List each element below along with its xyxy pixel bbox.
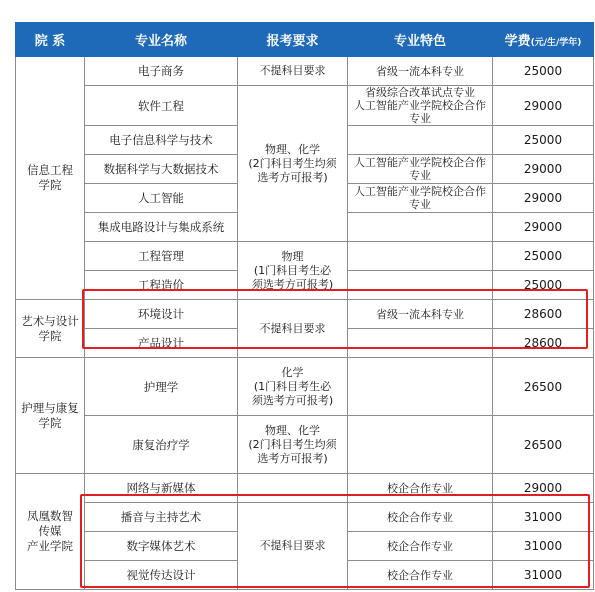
major-cell: 人工智能 — [85, 184, 238, 213]
feature-cell — [348, 126, 493, 155]
feature-cell: 校企合作专业 — [348, 503, 493, 532]
feature-cell: 省级综合改革试点专业 人工智能产业学院校企合作专业 — [348, 86, 493, 126]
fee-cell: 25000 — [493, 126, 594, 155]
table-row — [16, 358, 594, 416]
major-cell: 工程造价 — [85, 271, 238, 300]
major-cell: 数据科学与大数据技术 — [85, 155, 238, 184]
major-cell: 软件工程 — [85, 86, 238, 126]
requirement-cell: 物理 (1门科目考生必 须选考方可报考) — [238, 242, 348, 300]
major-cell: 视觉传达设计 — [85, 561, 238, 590]
header-major: 专业名称 — [85, 23, 238, 57]
header-dept: 院 系 — [16, 23, 85, 57]
feature-cell: 校企合作专业 — [348, 474, 493, 503]
feature-cell: 人工智能产业学院校企合作专业 — [348, 184, 493, 213]
feature-cell: 人工智能产业学院校企合作专业 — [348, 155, 493, 184]
fee-cell: 29000 — [493, 474, 594, 503]
fee-cell: 26500 — [493, 416, 594, 474]
header-feature: 专业特色 — [348, 23, 493, 57]
fee-cell: 29000 — [493, 184, 594, 213]
fee-cell: 28600 — [493, 300, 594, 329]
requirement-cell — [238, 474, 348, 503]
feature-cell: 校企合作专业 — [348, 532, 493, 561]
header-fee — [493, 23, 594, 57]
major-cell: 电子商务 — [85, 57, 238, 86]
fee-cell: 31000 — [493, 532, 594, 561]
table-row — [16, 86, 594, 126]
fee-cell: 31000 — [493, 503, 594, 532]
table-row — [16, 474, 594, 503]
header-fee-label: 学费 — [504, 34, 531, 49]
feature-cell: 校企合作专业 — [348, 561, 493, 590]
fee-cell: 31000 — [493, 561, 594, 590]
fee-cell: 29000 — [493, 155, 594, 184]
feature-cell — [348, 242, 493, 271]
table-row — [16, 57, 594, 86]
major-cell: 网络与新媒体 — [85, 474, 238, 503]
fee-cell: 29000 — [493, 213, 594, 242]
feature-cell — [348, 416, 493, 474]
table-header-row — [16, 23, 594, 57]
major-cell: 电子信息科学与技术 — [85, 126, 238, 155]
fee-cell: 25000 — [493, 242, 594, 271]
header-fee-unit: (元/生/学年) — [530, 38, 582, 48]
table-row — [16, 503, 594, 532]
major-cell: 护理学 — [85, 358, 238, 416]
tuition-table — [15, 22, 594, 590]
major-cell: 播音与主持艺术 — [85, 503, 238, 532]
major-cell: 工程管理 — [85, 242, 238, 271]
major-cell: 集成电路设计与集成系统 — [85, 213, 238, 242]
dept-cell: 凤凰数智 传媒 产业学院 — [16, 474, 85, 590]
fee-cell: 28600 — [493, 329, 594, 358]
major-cell: 数字媒体艺术 — [85, 532, 238, 561]
header-requirement: 报考要求 — [238, 23, 348, 57]
table-row — [16, 416, 594, 474]
feature-cell: 省级一流本科专业 — [348, 57, 493, 86]
major-cell: 康复治疗学 — [85, 416, 238, 474]
table-row — [16, 242, 594, 271]
fee-cell: 26500 — [493, 358, 594, 416]
dept-cell: 护理与康复 学院 — [16, 358, 85, 474]
feature-cell — [348, 271, 493, 300]
feature-cell: 省级一流本科专业 — [348, 300, 493, 329]
requirement-cell: 物理、化学 (2门科目考生均须 选考方可报考) — [238, 86, 348, 242]
fee-cell: 25000 — [493, 271, 594, 300]
requirement-cell: 化学 (1门科目考生必 须选考方可报考) — [238, 358, 348, 416]
feature-cell — [348, 213, 493, 242]
fee-cell: 29000 — [493, 86, 594, 126]
feature-cell — [348, 329, 493, 358]
major-cell: 环境设计 — [85, 300, 238, 329]
requirement-cell: 不提科目要求 — [238, 300, 348, 358]
requirement-cell: 物理、化学 (2门科目考生均须 选考方可报考) — [238, 416, 348, 474]
dept-cell: 信息工程 学院 — [16, 57, 85, 300]
fee-cell: 25000 — [493, 57, 594, 86]
requirement-cell: 不提科目要求 — [238, 57, 348, 86]
requirement-cell: 不提科目要求 — [238, 503, 348, 590]
major-cell: 产品设计 — [85, 329, 238, 358]
table-row — [16, 300, 594, 329]
dept-cell: 艺术与设计 学院 — [16, 300, 85, 358]
feature-cell — [348, 358, 493, 416]
